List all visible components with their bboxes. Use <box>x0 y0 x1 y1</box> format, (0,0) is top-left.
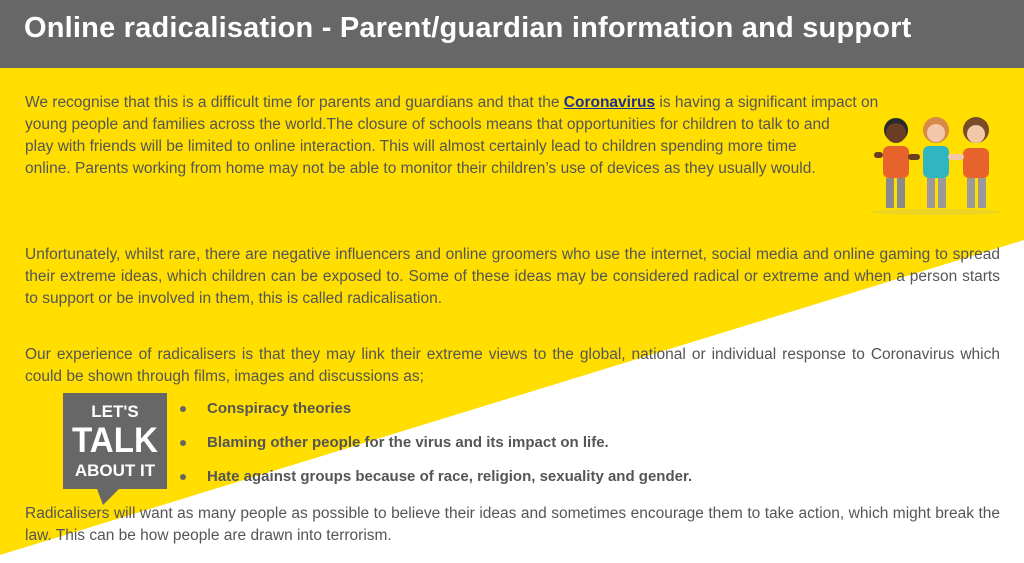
logo-line-1: LET'S <box>91 402 139 421</box>
logo-line-3: ABOUT IT <box>74 461 156 480</box>
closing-paragraph: Radicalisers will want as many people as possible to believe their ideas and sometimes encourage them to take action, which might break the law. This can be how people are drawn into terrorism. <box>25 505 1000 544</box>
radicalisers-paragraph: Our experience of radicalisers is that they may link their extreme views to the global, national or individual response to Coronavirus which could be shown through films, images and discussions as; <box>25 346 1000 385</box>
header-banner <box>0 0 1024 68</box>
list-item: Conspiracy theories <box>178 398 692 432</box>
bullet-dot-icon <box>180 474 186 480</box>
logo-line-2: TALK <box>72 421 158 460</box>
list-item: Blaming other people for the virus and its impact on life. <box>178 432 692 466</box>
intro-paragraph <box>25 92 1000 180</box>
list-item: Hate against groups because of race, religion, sexuality and gender. <box>178 466 692 500</box>
three-people-illustration <box>868 108 1004 216</box>
lets-talk-about-it-logo <box>63 393 167 505</box>
page-title: Online radicalisation - Parent/guardian information and support <box>24 12 912 44</box>
influencers-paragraph: Unfortunately, whilst rare, there are negative influencers and online groomers who use the internet, social media and online gaming to spread their extreme ideas, which children can be exposed to. Some of these ideas may be considered radical or extreme and when a person starts to support or be involved in them, this is called radicalisation. <box>25 246 1000 307</box>
intro-first-line: We recognise that this is a difficult time for parents and guardians and that the Coronavirus is having a significant impact on <box>25 94 879 111</box>
intro-rest: young people and families across the world.The closure of schools means that opportunities for children to talk to and play with friends will be limited to online interaction. This will almost certainly lead to children spending more time online. Parents working from home may not be able to monitor their children’s use of devices as they usually would. <box>25 116 830 177</box>
bullet-list <box>178 398 692 500</box>
bullet-dot-icon <box>180 440 186 446</box>
bullet-dot-icon <box>180 406 186 412</box>
coronavirus-link[interactable]: Coronavirus <box>563 94 656 111</box>
